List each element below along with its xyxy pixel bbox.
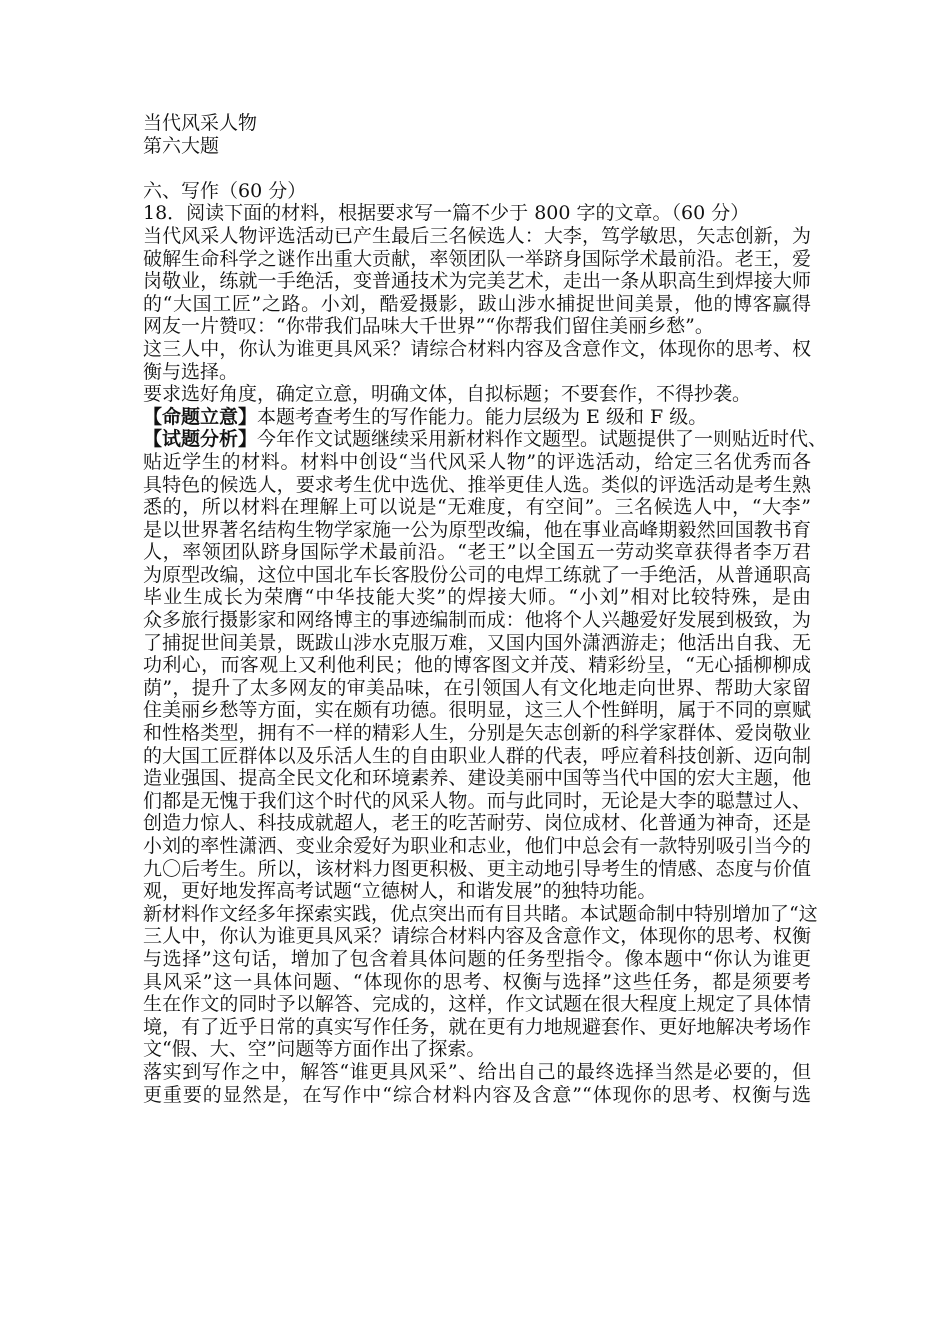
text-line: 破解生命科学之谜作出重大贡献，率领团队一举跻身国际学术最前沿。老王，爱 — [143, 247, 811, 270]
text-line: 文“假、大、空”问题等方面作出了探索。 — [143, 1038, 486, 1061]
text-line: 和性格类型，拥有不一样的精彩人生，分别是矢志创新的科学家群体、爱岗敬业 — [143, 722, 811, 745]
analysis-first-line — [143, 428, 828, 451]
text-line: 小刘的率性潇洒、变业余爱好为职业和志业，他们中总会有一款特别吸引当今的 — [143, 835, 811, 857]
text-line: 当代风采人物评选活动已产生最后三名候选人：大李，笃学敏思，矢志创新，为 — [143, 224, 811, 247]
prompt-block — [143, 338, 811, 383]
text-line: 众多旅行摄影家和网络博主的事迹编制而成：他将个人兴趣爱好发展到极致，为 — [143, 609, 811, 632]
text-line: 造业强国、提高全民文化和环境素养、建设美丽中国等当代中国的宏大主题，他 — [143, 767, 811, 790]
paragraph-block — [143, 902, 818, 1061]
text-line: 住美丽乡愁等方面，实在颇有功德。很明显，这三人个性鲜明，属于不同的禀赋 — [143, 699, 811, 722]
text-line: 的大国工匠群体以及乐活人生的自由职业人群的代表，呼应着科技创新、迈向制 — [143, 744, 811, 767]
text-line: 毕业生成长为荣膺“中华技能大奖”的焊接大师。“小刘”相对比较特殊，是由 — [143, 586, 811, 609]
material-block — [143, 225, 811, 338]
intent-line — [143, 406, 811, 429]
paragraph-block — [143, 1061, 811, 1106]
question-text: 18．阅读下面的材料，根据要求写一篇不少于 800 字的文章。（60 分） — [143, 202, 750, 225]
text-line: 具特色的候选人，要求考生优中选优、推举更佳人选。类似的评选活动是考生熟 — [143, 473, 811, 496]
text-line: 具风采”这一具体问题、“体现你的思考、权衡与选择”这些任务，都是须要考 — [143, 970, 811, 993]
document-page — [143, 112, 828, 1106]
section-heading: 六、写作（60 分） — [143, 179, 307, 202]
document-subtitle: 第六大题 — [143, 134, 220, 157]
text-line: 生在作文的同时予以解答、完成的，这样，作文试题在很大程度上规定了具体情 — [143, 993, 811, 1016]
text-line: 与选择”这句话，增加了包含着具体问题的任务型指令。像本题中“你认为谁更 — [143, 947, 811, 970]
text-line: 们都是无愧于我们这个时代的风采人物。而与此同时，无论是大李的聪慧过人、 — [143, 789, 811, 812]
requirement-text: 要求选好角度，确定立意，明确文体，自拟标题；不要套作，不得抄袭。 — [143, 383, 752, 406]
text-line: 创造力惊人、科技成就超人，老王的吃苦耐劳、岗位成材、化普通为神奇，还是 — [143, 812, 811, 835]
text-line: 九〇后考生。所以，该材料力图更积极、更主动地引导考生的情感、态度与价值 — [143, 857, 811, 880]
text-segment: 今年作文试题继续采用新材料作文题型。试题提供了一则贴近时代、 — [257, 428, 828, 451]
intent-text: 本题考查考生的写作能力。能力层级为 E 级和 F 级。 — [257, 405, 708, 428]
text-line: 新材料作文经多年探索实践，优点突出而有目共睹。本试题命制中特别增加了“这 — [143, 902, 818, 925]
text-line: 岗敬业，练就一手绝活，变普通技术为完美艺术，走出一条从职高生到焊接大师 — [143, 270, 811, 293]
document-title: 当代风采人物 — [143, 112, 258, 134]
intent-label: 【命题立意】 — [143, 405, 258, 428]
text-line: 贴近学生的材料。材料中创设“当代风采人物”的评选活动，给定三名优秀而各 — [143, 450, 811, 473]
text-line: 功利心，而客观上又利他利民；他的博客图文并茂、精彩纷呈，“无心插柳柳成 — [143, 654, 811, 677]
text-line: 的“大国工匠”之路。小刘，酷爱摄影，跋山涉水捕捉世间美景，他的博客赢得 — [143, 292, 811, 315]
text-line: 为原型改编，这位中国北车长客股份公司的电焊工练就了一手绝活，从普通职高 — [143, 563, 811, 586]
text-line: 境，有了近乎日常的真实写作任务，就在更有力地规避套作、更好地解决考场作 — [143, 1015, 811, 1038]
text-line: 观，更好地发挥高考试题“立德树人，和谐发展”的独特功能。 — [143, 880, 657, 903]
text-line: 了捕捉世间美景，既跋山涉水克服万难，又国内国外潇洒游走；他活出自我、无 — [143, 631, 811, 654]
text-line: 更重要的显然是，在写作中“综合材料内容及含意”“体现你的思考、权衡与选 — [143, 1083, 811, 1106]
text-line: 是以世界著名结构生物学家施一公为原型改编，他在事业高峰期毅然回国教书育 — [143, 518, 811, 541]
analysis-block — [143, 428, 828, 903]
text-line: 衡与选择。 — [143, 360, 239, 383]
analysis-label: 【试题分析】 — [143, 428, 258, 451]
text-line: 人，率领团队跻身国际学术最前沿。“老王”以全国五一劳动奖章获得者李万君 — [143, 541, 811, 564]
text-line: 网友一片赞叹：“你带我们品味大千世界”“你帮我们留住美丽乡愁”。 — [143, 315, 714, 338]
text-line: 这三人中，你认为谁更具风采？请综合材料内容及含意作文，体现你的思考、权 — [143, 337, 811, 360]
text-line: 荫”，提升了太多网友的审美品味，在引领国人有文化地走向世界、帮助大家留 — [143, 676, 811, 699]
text-line: 三人中，你认为谁更具风采？请综合材料内容及含意作文，体现你的思考、权衡 — [143, 925, 811, 948]
spacer — [143, 157, 811, 180]
text-line: 落实到写作之中，解答“谁更具风采”、给出自己的最终选择当然是必要的，但 — [143, 1060, 811, 1083]
text-line: 悉的，所以材料在理解上可以说是“无难度，有空间”。三名候选人中，“大李” — [143, 496, 811, 519]
